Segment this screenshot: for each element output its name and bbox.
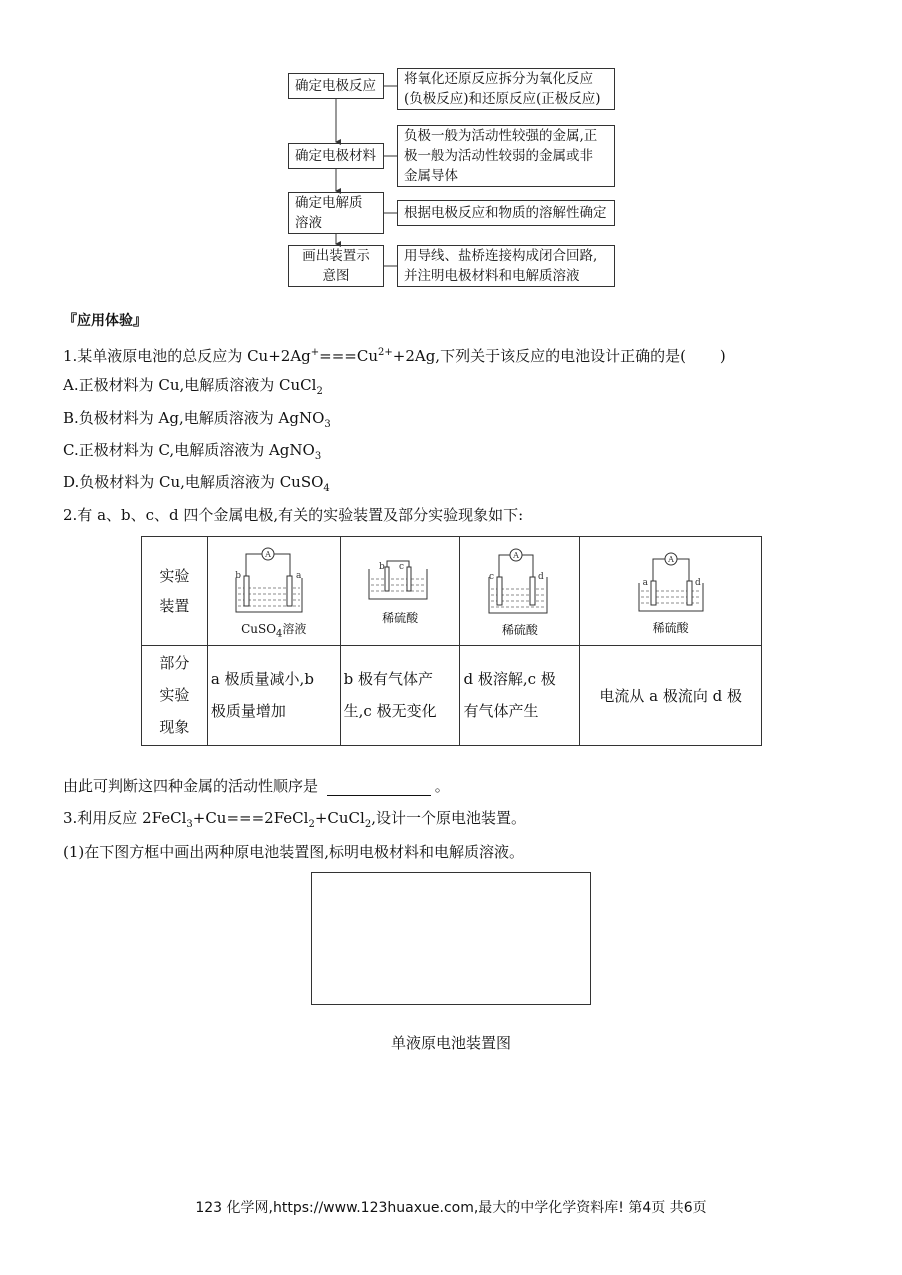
apparatus-2-caption: 稀硫酸 [382,611,419,625]
phenomenon-4: 电流从 a 极流向 d 极 [580,645,762,745]
q3-sub1: (1)在下图方框中画出两种原电池装置图,标明电极材料和电解质溶液。 [63,843,525,861]
svg-text:c: c [399,562,405,572]
answer-blank[interactable] [327,779,431,796]
flow-step-4-right: 用导线、盐桥连接构成闭合回路, 并注明电极材料和电解质溶液 [397,245,615,287]
apparatus-4-caption: 稀硫酸 [652,621,689,636]
svg-text:a: a [642,578,648,589]
cell-diagram-2 [365,555,435,605]
svg-text:c: c [488,572,494,583]
q1-option-b: B.负极材料为 Ag,电解质溶液为 AgNO$_3$ [63,409,331,430]
cell-diagram-3 [485,547,555,617]
experiment-table [141,536,762,746]
cell-diagram-4 [631,549,711,615]
section-title: 『应用体验』 [63,313,147,329]
svg-text:d: d [694,578,701,589]
drawing-box-caption: 单液原电池装置图 [390,1034,511,1052]
q3-stem: 3.利用反应 2FeCl$_3$+Cu===2FeCl$_2$+CuCl$_2$,设计一个原电池装置。 [63,809,526,830]
q2-stem: 2.有 a、b、c、d 四个金属电极,有关的实验装置及部分实验现象如下: [63,506,524,524]
apparatus-2 [340,537,460,646]
q1-option-a: A.正极材料为 Cu,电解质溶液为 CuCl$_2$ [63,376,323,397]
row-head-phenomena: 部分 实验 现象 [142,645,208,745]
flow-step-4-left: 画出装置示 意图 [288,245,384,287]
flow-step-2-right: 负极一般为活动性较强的金属,正 极一般为活动性较弱的金属或非 金属导体 [397,125,615,187]
phenomenon-1: a 极质量减小,b 极质量增加 [207,645,340,745]
footer: 123 化学网,https://www.123huaxue.com,最大的中学化学资料库! 第4页 共6页 [195,1200,707,1216]
flow-connectors [0,0,902,300]
apparatus-1 [207,537,340,646]
phenomenon-2: b 极有气体产 生,c 极无变化 [340,645,460,745]
flow-step-3-right: 根据电极反应和物质的溶解性确定 [397,200,615,226]
svg-text:d: d [537,572,544,583]
phenomenon-3: d 极溶解,c 极 有气体产生 [460,645,580,745]
svg-text:A: A [667,555,674,565]
q2-conclusion: 由此可判断这四种金属的活动性顺序是 。 [63,777,450,795]
cell-diagram-1 [234,546,314,616]
apparatus-4 [580,537,762,646]
svg-text:b: b [379,562,385,572]
apparatus-3 [460,537,580,646]
q1-option-d: D.负极材料为 Cu,电解质溶液为 CuSO$_4$ [63,473,330,494]
q1-option-c: C.正极材料为 C,电解质溶液为 AgNO$_3$ [63,441,322,462]
svg-text:a: a [295,571,302,582]
flow-step-3-left: 确定电解质 溶液 [288,192,384,234]
q1-stem: 1.某单液原电池的总反应为 $Cu+2Ag^+===Cu^{2+}+2Ag$,下列关于该反应的电池设计正确的是( ) [63,347,726,365]
drawing-box[interactable] [311,872,591,1005]
svg-text:b: b [234,571,241,582]
flow-step-1-left: 确定电极反应 [288,73,384,99]
svg-text:A: A [513,551,519,561]
apparatus-1-caption: CuSO$_4$溶液 [241,622,307,640]
flow-step-1-right: 将氧化还原反应拆分为氧化反应 (负极反应)和还原反应(正极反应) [397,68,615,110]
flow-step-2-left: 确定电极材料 [288,143,384,169]
apparatus-3-caption: 稀硫酸 [501,623,538,638]
row-head-apparatus: 实验 装置 [142,537,208,646]
svg-text:A: A [264,550,271,560]
